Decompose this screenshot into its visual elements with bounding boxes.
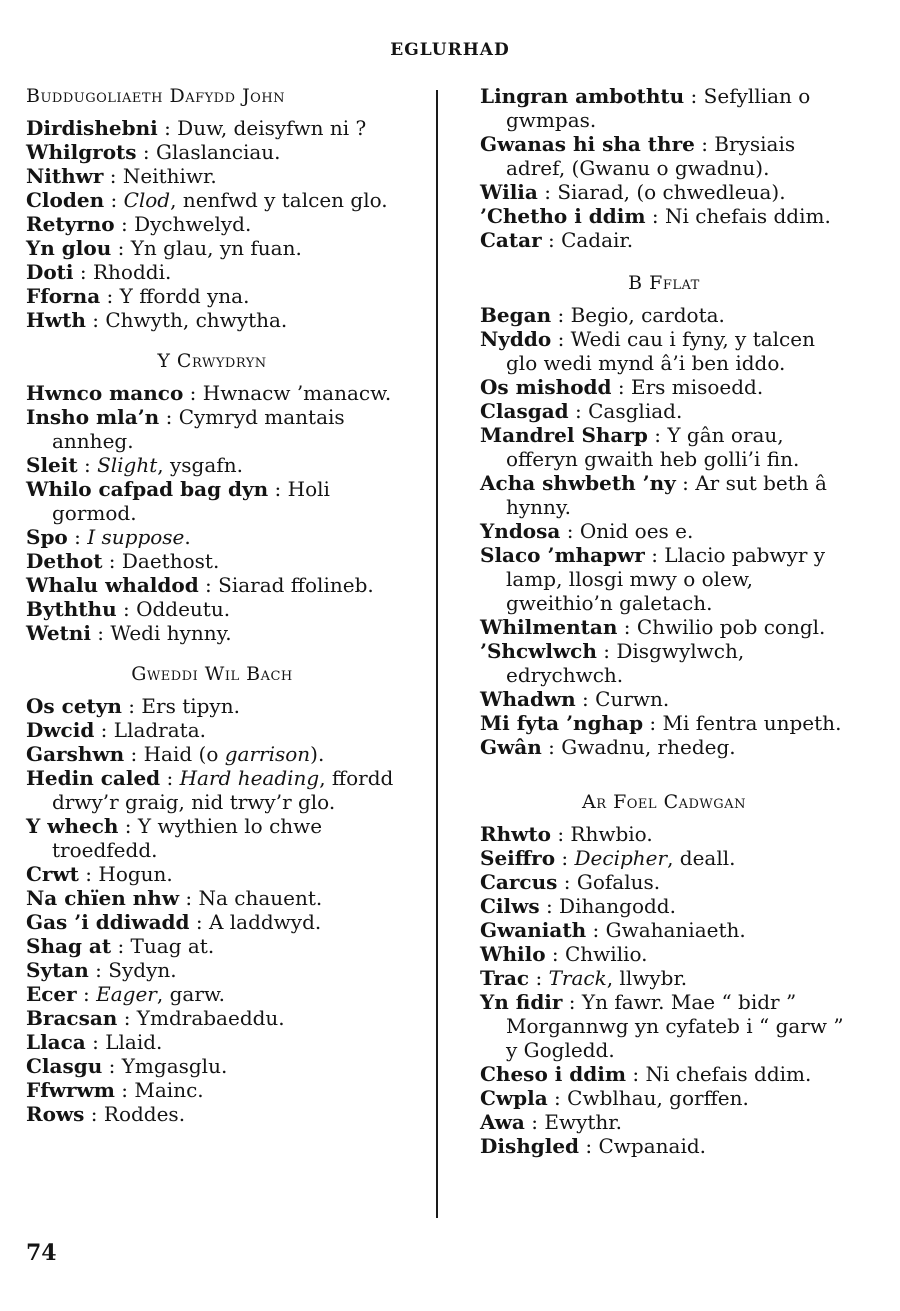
glossary-entry: Fforna : Y ffordd yna. bbox=[26, 284, 250, 308]
entry-gloss-pre: Haid (o bbox=[143, 742, 225, 766]
glossary-entry: Wetni : Wedi hynny. bbox=[26, 621, 232, 645]
glossary-entry: Sytan : Sydyn. bbox=[26, 958, 177, 982]
glossary-entry: Na chïen nhw : Na chauent. bbox=[26, 886, 323, 910]
entry-term: Yn fidir bbox=[480, 990, 563, 1014]
entry-gloss: Dihangodd. bbox=[559, 894, 676, 918]
glossary-entry: Shag at : Tuag at. bbox=[26, 934, 215, 958]
entry-term: Sleit bbox=[26, 453, 78, 477]
glossary-section bbox=[480, 271, 848, 759]
entry-gloss-post: , ysgafn. bbox=[157, 453, 243, 477]
entry-gloss: Cymryd mantais annheg. bbox=[52, 405, 345, 453]
entry-gloss: Gofalus. bbox=[576, 870, 661, 894]
entry-gloss: Yn fawr. Mae “ bidr ” Morgannwg yn cyfateb i “ garw ” y Gogledd. bbox=[506, 990, 844, 1062]
entry-gloss-italic: Decipher bbox=[574, 846, 668, 870]
entry-gloss: Rhwbio. bbox=[570, 822, 653, 846]
glossary-section bbox=[480, 790, 848, 1158]
entry-term: Shag at bbox=[26, 934, 112, 958]
entry-gloss: Ni chefais ddim. bbox=[664, 204, 831, 228]
section-gap bbox=[26, 645, 398, 662]
glossary-entry: Lingran ambothtu : Sefyllian o gwmpas. bbox=[480, 84, 811, 132]
entry-gloss: Y ffordd yna. bbox=[119, 284, 250, 308]
entry-term: Whilo cafpad bag dyn bbox=[26, 477, 269, 501]
entry-gloss-post: , ffordd drwy’r graig, nid trwy’r glo. bbox=[52, 766, 394, 814]
glossary-entry: Wilia : Siarad, (o chwedleua). bbox=[480, 180, 786, 204]
entry-term: Wetni bbox=[26, 621, 91, 645]
entry-term: Os mishodd bbox=[480, 375, 612, 399]
section-title bbox=[480, 271, 848, 295]
entry-term: Cwpla bbox=[480, 1086, 548, 1110]
entry-gloss: Yn glau, yn fuan. bbox=[130, 236, 302, 260]
entry-term: Slaco ’mhapwr bbox=[480, 543, 645, 567]
entry-term: Nyddo bbox=[480, 327, 552, 351]
glossary-section bbox=[26, 84, 398, 332]
entry-term: Sytan bbox=[26, 958, 89, 982]
glossary-entry: ’Shcwlwch : Disgwylwch, edrychwch. bbox=[480, 639, 745, 687]
section-title-text: Y Crwydryn bbox=[157, 350, 267, 372]
entry-gloss: Ar sut beth â hynny. bbox=[506, 471, 827, 519]
glossary-entry: Whilmentan : Chwilio pob congl. bbox=[480, 615, 826, 639]
entry-term: Dwcid bbox=[26, 718, 95, 742]
entry-term: Rows bbox=[26, 1102, 85, 1126]
entry-term: Mi fyta ’nghap bbox=[480, 711, 644, 735]
entry-gloss-italic: Eager bbox=[96, 982, 157, 1006]
entry-gloss: Glaslanciau. bbox=[156, 140, 281, 164]
entry-gloss: Y wythien lo chwe troedfedd. bbox=[52, 814, 323, 862]
entry-gloss: Siarad ffolineb. bbox=[218, 573, 374, 597]
glossary-entry: Nyddo : Wedi cau i fyny, y talcen glo wedi mynd â’i ben iddo. bbox=[480, 327, 815, 375]
glossary-entry: Nithwr : Neithiwr. bbox=[26, 164, 217, 188]
glossary-entry: Crwt : Hogun. bbox=[26, 862, 173, 886]
glossary-entry: Cilws : Dihangodd. bbox=[480, 894, 676, 918]
entry-gloss-post: , deall. bbox=[667, 846, 736, 870]
glossary-entry: Acha shwbeth ’ny : Ar sut beth â hynny. bbox=[480, 471, 827, 519]
glossary-entry: Hwth : Chwyth, chwytha. bbox=[26, 308, 288, 332]
glossary-entry: Os mishodd : Ers misoedd. bbox=[480, 375, 764, 399]
entry-term: Y whech bbox=[26, 814, 119, 838]
entry-term: Llaca bbox=[26, 1030, 86, 1054]
entry-term: Yndosa bbox=[480, 519, 561, 543]
entry-gloss: Casgliad. bbox=[588, 399, 683, 423]
entry-gloss-italic: Slight bbox=[97, 453, 158, 477]
entry-term: Garshwn bbox=[26, 742, 125, 766]
glossary-entry: Bracsan : Ymdrabaeddu. bbox=[26, 1006, 285, 1030]
glossary-entry: Doti : Rhoddi. bbox=[26, 260, 172, 284]
entry-term: Gwaniath bbox=[480, 918, 587, 942]
glossary-entry: Whilo cafpad bag dyn : Holi gormod. bbox=[26, 477, 330, 525]
entry-term: Whalu whaldod bbox=[26, 573, 199, 597]
entry-term: Rhwto bbox=[480, 822, 551, 846]
entry-term: ’Chetho i ddim bbox=[480, 204, 646, 228]
entry-term: Gwanas hi sha thre bbox=[480, 132, 695, 156]
entry-term: Hedin caled bbox=[26, 766, 161, 790]
running-head: EGLURHAD bbox=[390, 40, 510, 60]
entry-gloss: Gwadnu, rhedeg. bbox=[561, 735, 736, 759]
entry-term: Dethot bbox=[26, 549, 103, 573]
glossary-entry: Awa : Ewythr. bbox=[480, 1110, 622, 1134]
entry-gloss-post: ). bbox=[310, 742, 325, 766]
entry-term: Gas ’i ddiwadd bbox=[26, 910, 190, 934]
glossary-entry: Carcus : Gofalus. bbox=[480, 870, 661, 894]
entry-gloss: Cwblhau, gorffen. bbox=[567, 1086, 749, 1110]
entry-term: Insho mla’n bbox=[26, 405, 160, 429]
glossary-section bbox=[480, 84, 848, 252]
glossary-entry: Mandrel Sharp : Y gân orau, offeryn gwaith heb golli’i fin. bbox=[480, 423, 800, 471]
entry-term: Crwt bbox=[26, 862, 79, 886]
entry-gloss: Curwn. bbox=[595, 687, 670, 711]
entry-term: Cilws bbox=[480, 894, 540, 918]
entry-term: Dirdishebni bbox=[26, 116, 158, 140]
entry-gloss: Y gân orau, offeryn gwaith heb golli’i fin. bbox=[506, 423, 800, 471]
entry-gloss: Rhoddi. bbox=[92, 260, 172, 284]
section-title bbox=[26, 84, 398, 108]
glossary-entry: Slaco ’mhapwr : Llacio pabwyr y lamp, llosgi mwy o olew, gweithio’n galetach. bbox=[480, 543, 826, 615]
entry-gloss: Daethost. bbox=[121, 549, 220, 573]
entry-gloss: Mi fentra unpeth. bbox=[662, 711, 842, 735]
glossary-entry: Began : Begio, cardota. bbox=[480, 303, 725, 327]
entry-term: Clasgad bbox=[480, 399, 569, 423]
glossary-entry: Gwân : Gwadnu, rhedeg. bbox=[480, 735, 736, 759]
section-title-text: Ar Foel Cadwgan bbox=[582, 791, 746, 813]
glossary-entry: Garshwn : Haid (o garrison). bbox=[26, 742, 325, 766]
entry-term: Yn glou bbox=[26, 236, 112, 260]
entry-term: Began bbox=[480, 303, 552, 327]
entry-gloss: Ewythr. bbox=[544, 1110, 622, 1134]
entry-gloss: Gwahaniaeth. bbox=[605, 918, 746, 942]
glossary-entry: Rhwto : Rhwbio. bbox=[480, 822, 653, 846]
glossary-entry: Whalu whaldod : Siarad ffolineb. bbox=[26, 573, 374, 597]
glossary-entry: Spo : I suppose. bbox=[26, 525, 191, 549]
entry-term: Lingran ambothtu bbox=[480, 84, 685, 108]
entry-gloss: Llacio pabwyr y lamp, llosgi mwy o olew, gweithio’n galetach. bbox=[506, 543, 826, 615]
glossary-entry: Yn fidir : Yn fawr. Mae “ bidr ” Morgannwg yn cyfateb i “ garw ” y Gogledd. bbox=[480, 990, 844, 1062]
entry-gloss: Lladrata. bbox=[113, 718, 206, 742]
entry-gloss: Mainc. bbox=[134, 1078, 204, 1102]
section-gap bbox=[26, 332, 398, 349]
glossary-entry: Cloden : Clod, nenfwd y talcen glo. bbox=[26, 188, 388, 212]
entry-term: Carcus bbox=[480, 870, 558, 894]
entry-term: Dishgled bbox=[480, 1134, 580, 1158]
entry-gloss-italic: Track bbox=[548, 966, 607, 990]
right-column bbox=[480, 84, 848, 1158]
entry-term: Wilia bbox=[480, 180, 538, 204]
section-gap bbox=[480, 252, 848, 271]
section-title-text: Gweddi Wil Bach bbox=[131, 663, 293, 685]
entry-gloss: Llaid. bbox=[105, 1030, 163, 1054]
entry-term: Gwân bbox=[480, 735, 542, 759]
entry-term: Acha shwbeth ’ny bbox=[480, 471, 676, 495]
entry-gloss: Holi gormod. bbox=[52, 477, 330, 525]
glossary-entry: Os cetyn : Ers tipyn. bbox=[26, 694, 240, 718]
glossary-entry: Yn glou : Yn glau, yn fuan. bbox=[26, 236, 302, 260]
entry-term: Awa bbox=[480, 1110, 525, 1134]
glossary-entry: Ecer : Eager, garw. bbox=[26, 982, 225, 1006]
entry-gloss: Siarad, (o chwedleua). bbox=[557, 180, 786, 204]
entry-term: Retyrno bbox=[26, 212, 115, 236]
entry-gloss: Wedi hynny. bbox=[110, 621, 232, 645]
entry-gloss: Chwilio. bbox=[565, 942, 648, 966]
glossary-entry: Trac : Track, llwybr. bbox=[480, 966, 688, 990]
entry-gloss-italic: garrison bbox=[224, 742, 311, 766]
glossary-entry: Gwanas hi sha thre : Brysiais adref, (Gwanu o gwadnu). bbox=[480, 132, 796, 180]
glossary-entry: Dirdishebni : Duw, deisyfwn ni ? bbox=[26, 116, 367, 140]
entry-term: Nithwr bbox=[26, 164, 104, 188]
entry-gloss: Ers tipyn. bbox=[141, 694, 240, 718]
glossary-entry: Hedin caled : Hard heading, ffordd drwy’r graig, nid trwy’r glo. bbox=[26, 766, 394, 814]
entry-gloss: Cadair. bbox=[561, 228, 634, 252]
entry-gloss: Ers misoedd. bbox=[630, 375, 764, 399]
entry-term: Hwnco manco bbox=[26, 381, 184, 405]
entry-term: Byththu bbox=[26, 597, 117, 621]
entry-gloss: Hwnacw ’manacw. bbox=[202, 381, 392, 405]
entry-term: ’Shcwlwch bbox=[480, 639, 597, 663]
glossary-entry: Dethot : Daethost. bbox=[26, 549, 220, 573]
entry-term: Ffwrwm bbox=[26, 1078, 115, 1102]
entry-gloss: Ymgasglu. bbox=[121, 1054, 228, 1078]
entry-term: Mandrel Sharp bbox=[480, 423, 648, 447]
glossary-entry: Cwpla : Cwblhau, gorffen. bbox=[480, 1086, 749, 1110]
glossary-entry: Ffwrwm : Mainc. bbox=[26, 1078, 204, 1102]
entry-term: Doti bbox=[26, 260, 74, 284]
glossary-entry: Sleit : Slight, ysgafn. bbox=[26, 453, 243, 477]
entry-term: Trac bbox=[480, 966, 530, 990]
entry-gloss: A laddwyd. bbox=[208, 910, 322, 934]
entry-gloss-italic: Hard heading bbox=[179, 766, 320, 790]
section-title-text: Buddugoliaeth Dafydd John bbox=[26, 85, 286, 107]
glossary-entry: Yndosa : Onid oes e. bbox=[480, 519, 694, 543]
glossary-entry: Cheso i ddim : Ni chefais ddim. bbox=[480, 1062, 812, 1086]
glossary-entry: Gwaniath : Gwahaniaeth. bbox=[480, 918, 746, 942]
entry-term: Cloden bbox=[26, 188, 105, 212]
entry-gloss: Ymdrabaeddu. bbox=[136, 1006, 285, 1030]
glossary-entry: Byththu : Oddeutu. bbox=[26, 597, 231, 621]
entry-gloss: Brysiais adref, (Gwanu o gwadnu). bbox=[506, 132, 796, 180]
glossary-entry: Retyrno : Dychwelyd. bbox=[26, 212, 252, 236]
entry-gloss: Sydyn. bbox=[108, 958, 177, 982]
section-title-text: B Fflat bbox=[628, 272, 700, 294]
entry-term: Seiffro bbox=[480, 846, 556, 870]
entry-gloss: Wedi cau i fyny, y talcen glo wedi mynd â’i ben iddo. bbox=[506, 327, 815, 375]
entry-gloss: Chwilio pob congl. bbox=[636, 615, 826, 639]
column-divider bbox=[436, 90, 438, 1218]
entry-gloss: Ni chefais ddim. bbox=[645, 1062, 812, 1086]
entry-term: Spo bbox=[26, 525, 68, 549]
section-title bbox=[480, 790, 848, 814]
entry-term: Whilo bbox=[480, 942, 546, 966]
glossary-entry: Gas ’i ddiwadd : A laddwyd. bbox=[26, 910, 322, 934]
entry-term: Os cetyn bbox=[26, 694, 122, 718]
entry-gloss: Sefyllian o gwmpas. bbox=[506, 84, 811, 132]
entry-term: Whilmentan bbox=[480, 615, 618, 639]
glossary-entry: Llaca : Llaid. bbox=[26, 1030, 163, 1054]
entry-gloss-post: , nenfwd y talcen glo. bbox=[170, 188, 388, 212]
entry-gloss-italic: Clod bbox=[123, 188, 171, 212]
entry-term: Clasgu bbox=[26, 1054, 103, 1078]
section-title bbox=[26, 662, 398, 686]
glossary-entry: Dishgled : Cwpanaid. bbox=[480, 1134, 707, 1158]
glossary-entry: Clasgu : Ymgasglu. bbox=[26, 1054, 228, 1078]
entry-gloss: Neithiwr. bbox=[122, 164, 217, 188]
entry-term: Whilgrots bbox=[26, 140, 137, 164]
entry-gloss-italic: I suppose bbox=[87, 525, 185, 549]
entry-gloss: Chwyth, chwytha. bbox=[105, 308, 288, 332]
glossary-entry: Y whech : Y wythien lo chwe troedfedd. bbox=[26, 814, 323, 862]
glossary-entry: Whilo : Chwilio. bbox=[480, 942, 648, 966]
entry-gloss: Roddes. bbox=[103, 1102, 186, 1126]
entry-term: Whadwn bbox=[480, 687, 576, 711]
entry-gloss-post: . bbox=[184, 525, 191, 549]
glossary-entry: Mi fyta ’nghap : Mi fentra unpeth. bbox=[480, 711, 842, 735]
glossary-entry: Insho mla’n : Cymryd mantais annheg. bbox=[26, 405, 345, 453]
section-gap bbox=[480, 759, 848, 790]
glossary-entry: ’Chetho i ddim : Ni chefais ddim. bbox=[480, 204, 831, 228]
glossary-entry: Hwnco manco : Hwnacw ’manacw. bbox=[26, 381, 392, 405]
entry-gloss: Cwpanaid. bbox=[598, 1134, 707, 1158]
entry-gloss: Na chauent. bbox=[198, 886, 323, 910]
entry-gloss: Begio, cardota. bbox=[570, 303, 725, 327]
glossary-entry: Whadwn : Curwn. bbox=[480, 687, 670, 711]
entry-term: Ecer bbox=[26, 982, 77, 1006]
glossary-entry: Whilgrots : Glaslanciau. bbox=[26, 140, 281, 164]
entry-term: Hwth bbox=[26, 308, 86, 332]
entry-term: Bracsan bbox=[26, 1006, 118, 1030]
glossary-entry: Catar : Cadair. bbox=[480, 228, 634, 252]
entry-gloss: Onid oes e. bbox=[579, 519, 694, 543]
entry-gloss: Dychwelyd. bbox=[134, 212, 252, 236]
section-title bbox=[26, 349, 398, 373]
entry-term: Fforna bbox=[26, 284, 101, 308]
left-column bbox=[26, 84, 398, 1126]
entry-gloss: Oddeutu. bbox=[136, 597, 231, 621]
entry-term: Catar bbox=[480, 228, 542, 252]
entry-gloss: Hogun. bbox=[98, 862, 173, 886]
entry-gloss: Duw, deisyfwn ni ? bbox=[177, 116, 367, 140]
glossary-entry: Rows : Roddes. bbox=[26, 1102, 186, 1126]
glossary-section bbox=[26, 349, 398, 645]
glossary-entry: Seiffro : Decipher, deall. bbox=[480, 846, 736, 870]
glossary-section bbox=[26, 662, 398, 1126]
glossary-entry: Clasgad : Casgliad. bbox=[480, 399, 683, 423]
entry-term: Cheso i ddim bbox=[480, 1062, 627, 1086]
entry-term: Na chïen nhw bbox=[26, 886, 180, 910]
entry-gloss: Disgwylwch, edrychwch. bbox=[506, 639, 745, 687]
entry-gloss-post: , llwybr. bbox=[606, 966, 688, 990]
page-number: 74 bbox=[26, 1240, 57, 1266]
entry-gloss-post: , garw. bbox=[156, 982, 225, 1006]
entry-gloss: Tuag at. bbox=[130, 934, 215, 958]
glossary-entry: Dwcid : Lladrata. bbox=[26, 718, 206, 742]
